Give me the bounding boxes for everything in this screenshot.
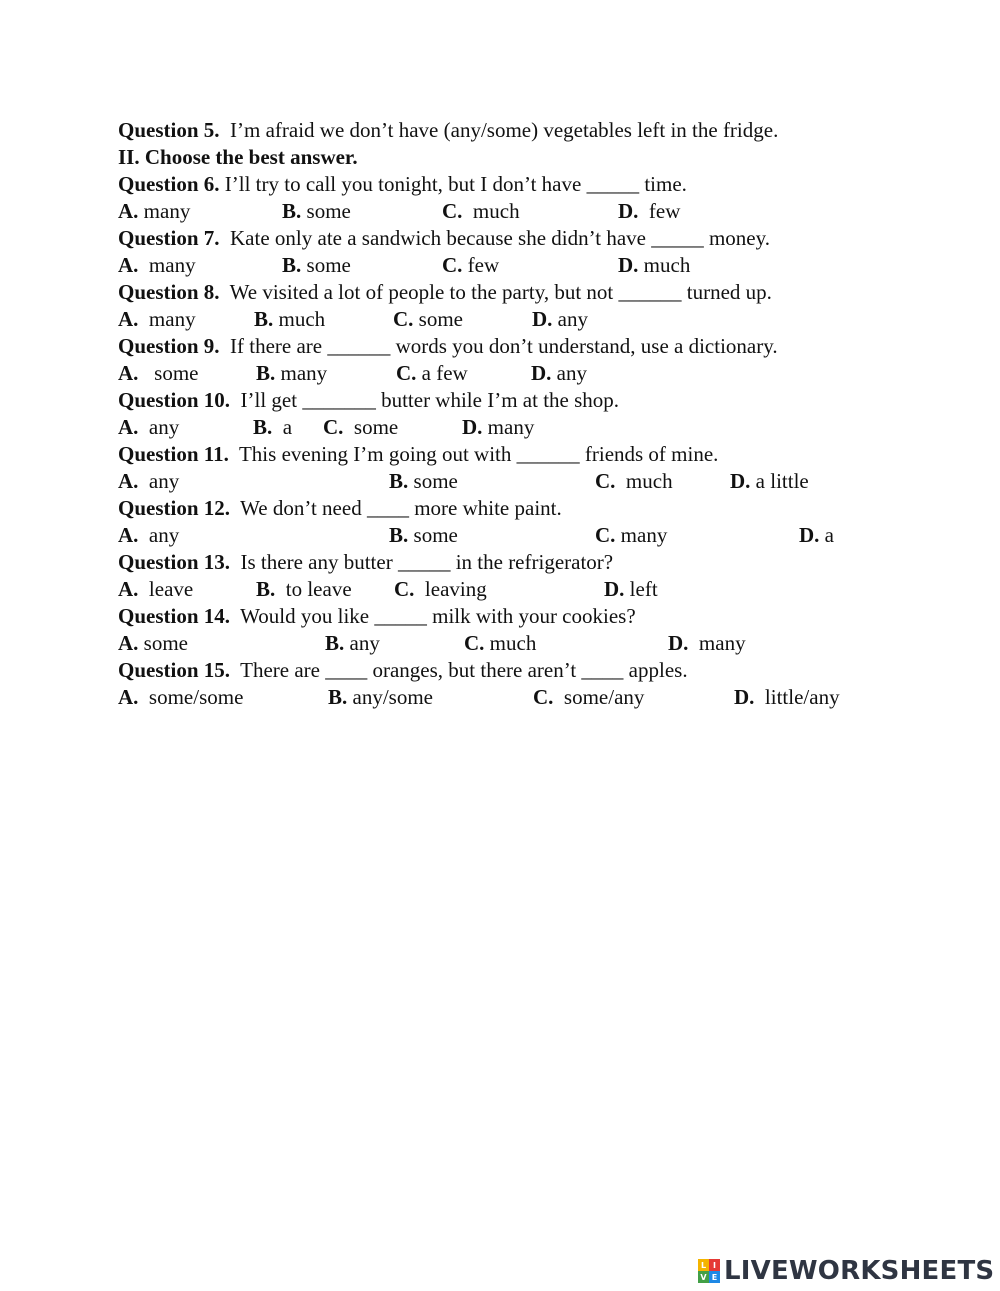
option-text: some/any — [563, 685, 645, 709]
option-letter: B. — [256, 577, 276, 601]
option-letter: D. — [668, 631, 689, 655]
option-letter: D. — [799, 523, 820, 547]
option-text: left — [629, 577, 658, 601]
option-text: any — [148, 469, 180, 493]
option-letter: C. — [595, 469, 616, 493]
option-c[interactable] — [595, 522, 667, 549]
option-letter: B. — [282, 199, 302, 223]
option-letter: B. — [253, 415, 273, 439]
option-text: a — [282, 415, 293, 439]
option-text: few — [648, 199, 681, 223]
option-text: some — [413, 469, 458, 493]
option-letter: A. — [118, 415, 139, 439]
question-text: I’ll get _______ butter while I’m at the shop. — [240, 388, 620, 412]
option-b[interactable] — [256, 576, 352, 603]
option-letter: C. — [393, 307, 414, 331]
option-b[interactable] — [389, 468, 458, 495]
question-7 — [118, 225, 770, 252]
option-letter: B. — [256, 361, 276, 385]
option-b[interactable] — [282, 198, 351, 225]
option-letter: C. — [394, 577, 415, 601]
option-a[interactable] — [118, 630, 188, 657]
option-text: some — [306, 253, 351, 277]
question-text: We visited a lot of people to the party, but not ______ turned up. — [229, 280, 772, 304]
option-d[interactable] — [462, 414, 534, 441]
option-text: little/any — [764, 685, 840, 709]
option-letter: B. — [282, 253, 302, 277]
question-13 — [118, 549, 613, 576]
option-text: many — [148, 307, 196, 331]
option-letter: C. — [533, 685, 554, 709]
option-c[interactable] — [442, 198, 520, 225]
question-text: I’ll try to call you tonight, but I don’t have _____ time. — [224, 172, 687, 196]
option-letter: A. — [118, 253, 139, 277]
logo-tile-v: V — [698, 1271, 709, 1283]
question-label: Question 15. — [118, 658, 231, 682]
question-label: Question 7. — [118, 226, 220, 250]
question-15 — [118, 657, 688, 684]
option-a[interactable] — [118, 684, 243, 711]
option-text: a few — [421, 361, 468, 385]
question-text: Is there any butter _____ in the refrigerator? — [240, 550, 614, 574]
question-label: Question 12. — [118, 496, 231, 520]
option-d[interactable] — [668, 630, 746, 657]
option-text: much — [278, 307, 326, 331]
option-c[interactable] — [394, 576, 487, 603]
liveworksheets-logo-icon — [698, 1259, 720, 1283]
question-14 — [118, 603, 636, 630]
option-a[interactable] — [118, 414, 179, 441]
option-text: some — [306, 199, 351, 223]
option-letter: A. — [118, 631, 139, 655]
option-text: some — [143, 631, 188, 655]
option-letter: A. — [118, 577, 139, 601]
option-text: some — [353, 415, 399, 439]
question-text: If there are ______ words you don’t understand, use a dictionary. — [230, 334, 778, 358]
option-d[interactable] — [532, 306, 588, 333]
logo-wordmark: LIVEWORKSHEETS — [724, 1256, 995, 1286]
option-text: many — [487, 415, 535, 439]
option-letter: D. — [531, 361, 552, 385]
option-b[interactable] — [253, 414, 292, 441]
option-letter: C. — [464, 631, 485, 655]
option-letter: C. — [396, 361, 417, 385]
question-12 — [118, 495, 562, 522]
question-label: Question 10. — [118, 388, 231, 412]
option-b[interactable] — [389, 522, 458, 549]
option-a[interactable] — [118, 198, 190, 225]
option-d[interactable] — [734, 684, 840, 711]
option-letter: D. — [618, 199, 639, 223]
option-letter: D. — [730, 469, 751, 493]
option-letter: A. — [118, 199, 139, 223]
option-letter: C. — [442, 253, 463, 277]
option-d[interactable] — [618, 252, 690, 279]
option-letter: C. — [595, 523, 616, 547]
option-text: some — [418, 307, 463, 331]
option-text: many — [280, 361, 328, 385]
option-text: any/some — [352, 685, 433, 709]
option-text: much — [489, 631, 537, 655]
logo-tile-l: L — [698, 1259, 709, 1271]
option-letter: B. — [325, 631, 345, 655]
option-text: any — [349, 631, 380, 655]
option-letter: A. — [118, 469, 139, 493]
option-letter: D. — [734, 685, 755, 709]
option-a[interactable] — [118, 306, 196, 333]
option-text: to leave — [285, 577, 352, 601]
question-label: Question 5. — [118, 118, 220, 142]
option-a[interactable] — [118, 468, 179, 495]
option-text: some — [154, 361, 199, 385]
option-text: any — [148, 415, 180, 439]
option-text: some — [413, 523, 458, 547]
question-8 — [118, 279, 772, 306]
option-b[interactable] — [282, 252, 351, 279]
option-text: leave — [148, 577, 194, 601]
question-text: Would you like _____ milk with your cookies? — [240, 604, 636, 628]
question-label: Question 6. — [118, 172, 220, 196]
question-label: Question 14. — [118, 604, 231, 628]
option-letter: B. — [254, 307, 274, 331]
question-text: We don’t need ____ more white paint. — [240, 496, 562, 520]
option-text: many — [148, 253, 196, 277]
question-11 — [118, 441, 718, 468]
question-label: Question 11. — [118, 442, 229, 466]
option-c[interactable] — [396, 360, 468, 387]
option-d[interactable] — [604, 576, 658, 603]
option-d[interactable] — [730, 468, 809, 495]
option-text: leaving — [424, 577, 487, 601]
option-letter: D. — [462, 415, 483, 439]
option-letter: A. — [118, 523, 139, 547]
question-9 — [118, 333, 778, 360]
logo-tile-i: I — [709, 1259, 720, 1271]
option-letter: C. — [442, 199, 463, 223]
question-6 — [118, 171, 687, 198]
option-c[interactable] — [442, 252, 499, 279]
option-letter: A. — [118, 361, 139, 385]
option-letter: C. — [323, 415, 344, 439]
question-text: This evening I’m going out with ______ friends of mine. — [238, 442, 719, 466]
option-c[interactable] — [323, 414, 398, 441]
option-text: much — [472, 199, 520, 223]
option-text: many — [698, 631, 746, 655]
option-text: any — [557, 307, 588, 331]
question-text: I’m afraid we don’t have (any/some) vegetables left in the fridge. — [230, 118, 779, 142]
question-label: Question 9. — [118, 334, 220, 358]
option-text: a little — [755, 469, 809, 493]
option-text: much — [625, 469, 673, 493]
question-10 — [118, 387, 619, 414]
option-c[interactable] — [533, 684, 644, 711]
option-b[interactable] — [254, 306, 325, 333]
option-a[interactable] — [118, 252, 196, 279]
option-text: much — [643, 253, 691, 277]
question-label: Question 8. — [118, 280, 220, 304]
option-b[interactable] — [256, 360, 327, 387]
option-text: many — [143, 199, 191, 223]
section-heading: II. Choose the best answer. — [118, 145, 358, 169]
option-letter: B. — [389, 523, 409, 547]
option-c[interactable] — [464, 630, 536, 657]
option-b[interactable] — [328, 684, 433, 711]
option-text: few — [467, 253, 500, 277]
question-5 — [118, 117, 778, 144]
option-c[interactable] — [595, 468, 673, 495]
question-label: Question 13. — [118, 550, 231, 574]
option-a[interactable] — [118, 522, 179, 549]
option-text: many — [620, 523, 668, 547]
option-text: some/some — [148, 685, 244, 709]
question-text: There are ____ oranges, but there aren’t ____ apples. — [240, 658, 688, 682]
option-d[interactable] — [531, 360, 587, 387]
option-letter: B. — [328, 685, 348, 709]
option-a[interactable] — [118, 360, 199, 387]
option-d[interactable] — [799, 522, 834, 549]
option-letter: B. — [389, 469, 409, 493]
question-text: Kate only ate a sandwich because she didn’t have _____ money. — [230, 226, 771, 250]
option-letter: D. — [604, 577, 625, 601]
option-b[interactable] — [325, 630, 380, 657]
option-letter: A. — [118, 307, 139, 331]
liveworksheets-logo — [698, 1256, 994, 1286]
option-letter: A. — [118, 685, 139, 709]
logo-tile-e: E — [709, 1271, 720, 1283]
option-c[interactable] — [393, 306, 463, 333]
option-text: a — [824, 523, 834, 547]
option-text: any — [556, 361, 587, 385]
option-letter: D. — [618, 253, 639, 277]
option-text: any — [148, 523, 180, 547]
option-d[interactable] — [618, 198, 680, 225]
option-letter: D. — [532, 307, 553, 331]
option-a[interactable] — [118, 576, 193, 603]
